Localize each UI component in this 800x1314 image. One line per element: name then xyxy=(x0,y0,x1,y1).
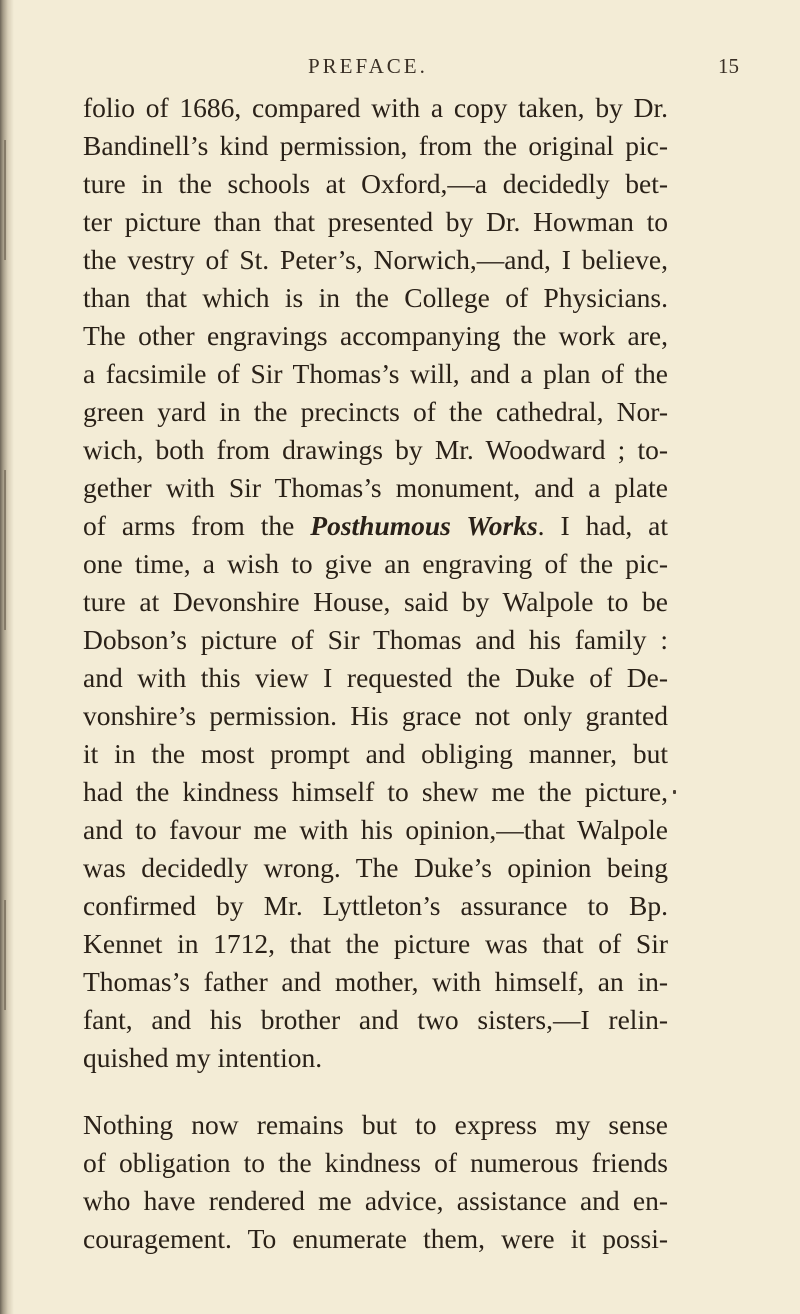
italic-book-title: Posthumous Works xyxy=(310,510,538,541)
binding-mark xyxy=(4,900,6,1010)
binding-mark xyxy=(4,470,6,630)
text-line: The other engravings accompanying the work are, xyxy=(83,320,668,351)
text-line: ter picture than that presented by Dr. Howman to xyxy=(83,206,668,237)
page-header xyxy=(0,54,800,84)
text-line: confirmed by Mr. Lyttleton’s assurance to Bp. xyxy=(83,890,668,921)
text-line: a facsimile of Sir Thomas’s will, and a plan of the xyxy=(83,358,668,389)
binding-edge xyxy=(0,0,14,1314)
running-head: PREFACE. xyxy=(308,54,428,78)
text-line: than that which is in the College of Physicians. xyxy=(83,282,668,313)
text-segment: . I had, at xyxy=(537,510,669,541)
text-line: and to favour me with his opinion,—that Walpole xyxy=(83,814,668,845)
text-line: one time, a wish to give an engraving of the pic- xyxy=(83,548,668,579)
text-line: the vestry of St. Peter’s, Norwich,—and, I believe, xyxy=(83,244,668,275)
text-line: who have rendered me advice, assistance and en- xyxy=(83,1185,668,1216)
text-line: green yard in the precincts of the cathedral, Nor- xyxy=(83,396,668,427)
text-line: of obligation to the kindness of numerous friends xyxy=(83,1147,668,1178)
text-line: Dobson’s picture of Sir Thomas and his family : xyxy=(83,624,668,655)
text-line: vonshire’s permission. His grace not only granted xyxy=(83,700,668,731)
text-line: ture in the schools at Oxford,—a decidedly bet- xyxy=(83,168,668,199)
text-line: quished my intention. xyxy=(83,1042,323,1073)
text-line: Thomas’s father and mother, with himself, an in- xyxy=(83,966,668,997)
text-line: folio of 1686, compared with a copy taken, by Dr. xyxy=(83,92,668,123)
text-line: it in the most prompt and obliging manner, but xyxy=(83,738,668,769)
binding-mark xyxy=(4,140,6,260)
text-line: Nothing now remains but to express my sense xyxy=(83,1109,668,1140)
text-line: had the kindness himself to shew me the picture, xyxy=(83,776,668,807)
text-line: and with this view I requested the Duke of De- xyxy=(83,662,668,693)
text-line: gether with Sir Thomas’s monument, and a plate xyxy=(83,472,668,503)
text-line: was decidedly wrong. The Duke’s opinion being xyxy=(83,852,668,883)
text-line: wich, both from drawings by Mr. Woodward ; to- xyxy=(83,434,668,465)
text-line: Kennet in 1712, that the picture was that of Sir xyxy=(83,928,668,959)
text-line: ture at Devonshire House, said by Walpole to be xyxy=(83,586,668,617)
text-segment: of arms from the xyxy=(83,510,295,541)
text-line: fant, and his brother and two sisters,—I relin- xyxy=(83,1004,668,1035)
text-line: Bandinell’s kind permission, from the original pic- xyxy=(83,130,668,161)
ink-speck xyxy=(673,790,676,794)
text-line-with-italic-title xyxy=(83,508,668,544)
text-line: couragement. To enumerate them, were it possi- xyxy=(83,1223,668,1254)
page-number: 15 xyxy=(718,54,739,78)
